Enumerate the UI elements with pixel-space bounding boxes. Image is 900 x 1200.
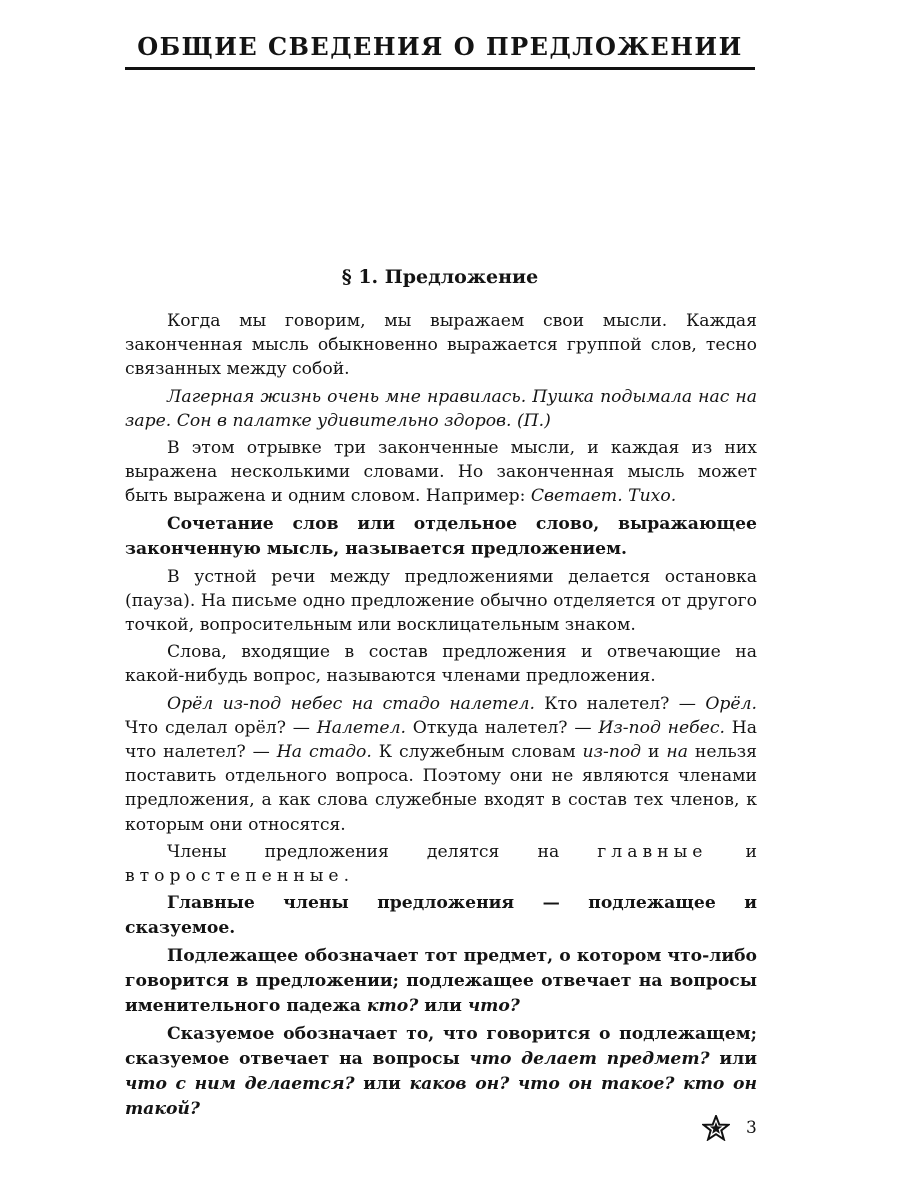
- paragraph-intro: Когда мы говорим, мы выражаем свои мысли. Каждая законченная мысль обыкновенно выражается группой слов, тесно связанных между собой.: [125, 311, 757, 380]
- period-text: .: [343, 866, 350, 887]
- question-text: Что сделал орёл? —: [125, 717, 317, 738]
- service-words-text: К служебным словам: [371, 742, 583, 763]
- service-word: на: [666, 742, 688, 763]
- paragraph-pause: В устной речи между предложениями делается остановка (пауза). На письме одно предложение обычно отделяется от другого точкой, вопросительным или восклицательным знаком.: [125, 566, 757, 636]
- subject-rule-text: Подлежащее обозначает тот предмет, о котором что-либо говорится в предложении; подлежащее отвечает на вопросы именительного падежа: [125, 946, 757, 1017]
- main-members-rule: Главные члены предложения — подлежащее и сказуемое.: [125, 893, 757, 939]
- question-text: Откуда налетел? —: [405, 717, 599, 738]
- definition-sentence: Сочетание слов или отдельное слово, выражающее законченную мысль, называется предложением.: [125, 513, 757, 559]
- question-text: Кто налетел? —: [534, 693, 706, 714]
- example-one-word: Светает. Тихо.: [530, 486, 677, 507]
- star-ornament-icon: [702, 1115, 730, 1141]
- question-what: что?: [467, 996, 520, 1017]
- body-text: [125, 309, 757, 1125]
- question-text: На что налетел? —: [125, 717, 757, 763]
- paragraph-explanation: [125, 436, 757, 509]
- question-who: кто?: [366, 996, 419, 1017]
- example-phrase: Орёл из-под небес на стадо налетел.: [167, 693, 535, 714]
- page-number: 3: [746, 1118, 757, 1138]
- question-what-happens: что с ним делается?: [125, 1074, 355, 1095]
- paragraph-members: Слова, входящие в состав предложения и отвечающие на какой-нибудь вопрос, называются членами предложения.: [125, 642, 757, 687]
- answer-text: Из-под небес.: [598, 717, 725, 738]
- conjunction-text: и: [707, 841, 758, 862]
- predicate-rule-text: Сказуемое обозначает то, что говорится о подлежащем; сказуемое отвечает на вопросы: [125, 1024, 757, 1070]
- page-footer: [690, 1112, 760, 1142]
- conjunction-text: или: [709, 1049, 757, 1070]
- header-rule: [125, 67, 755, 70]
- question-what-does: что делает предмет?: [469, 1049, 710, 1070]
- member-types-text: Члены предложения делятся на: [167, 841, 598, 862]
- page-header: [125, 30, 755, 64]
- conjunction-text: или: [418, 996, 468, 1017]
- secondary-members-term: второстепенные: [125, 866, 344, 887]
- example-quote: Лагерная жизнь очень мне нравилась. Пушка подымала нас на заре. Сон в палатке удивительно здоров. (П.): [125, 386, 757, 431]
- service-word: из-под: [582, 742, 642, 763]
- conjunction-text: или: [354, 1074, 410, 1095]
- paragraph-example-questions: [125, 692, 757, 837]
- section-title: § 1. Предложение: [341, 266, 539, 288]
- answer-text: Налетел.: [316, 717, 406, 738]
- conjunction-text: и: [641, 742, 667, 763]
- explanation-text: В этом отрывке три законченные мысли, и каждая из них выражена несколькими словами. Но законченная мысль может быть выражена и одним словом. Например:: [125, 438, 757, 507]
- answer-text: На стадо.: [276, 742, 372, 763]
- subject-rule: [125, 944, 757, 1019]
- chapter-title: ОБЩИЕ СВЕДЕНИЯ О ПРЕДЛОЖЕНИИ: [137, 32, 743, 61]
- paragraph-example-quote: [125, 385, 757, 433]
- service-words-explanation: нельзя поставить отдельного вопроса. Поэтому они не являются членами предложения, а как слова служебные входят в состав тех членов, к которым они относятся.: [125, 742, 757, 835]
- answer-text: Орёл.: [705, 693, 757, 714]
- predicate-rule: [125, 1022, 757, 1122]
- question-what-kind: каков он? что он такое? кто он такой?: [125, 1074, 757, 1120]
- main-members-term: главные: [597, 841, 708, 862]
- paragraph-member-types: [125, 840, 757, 888]
